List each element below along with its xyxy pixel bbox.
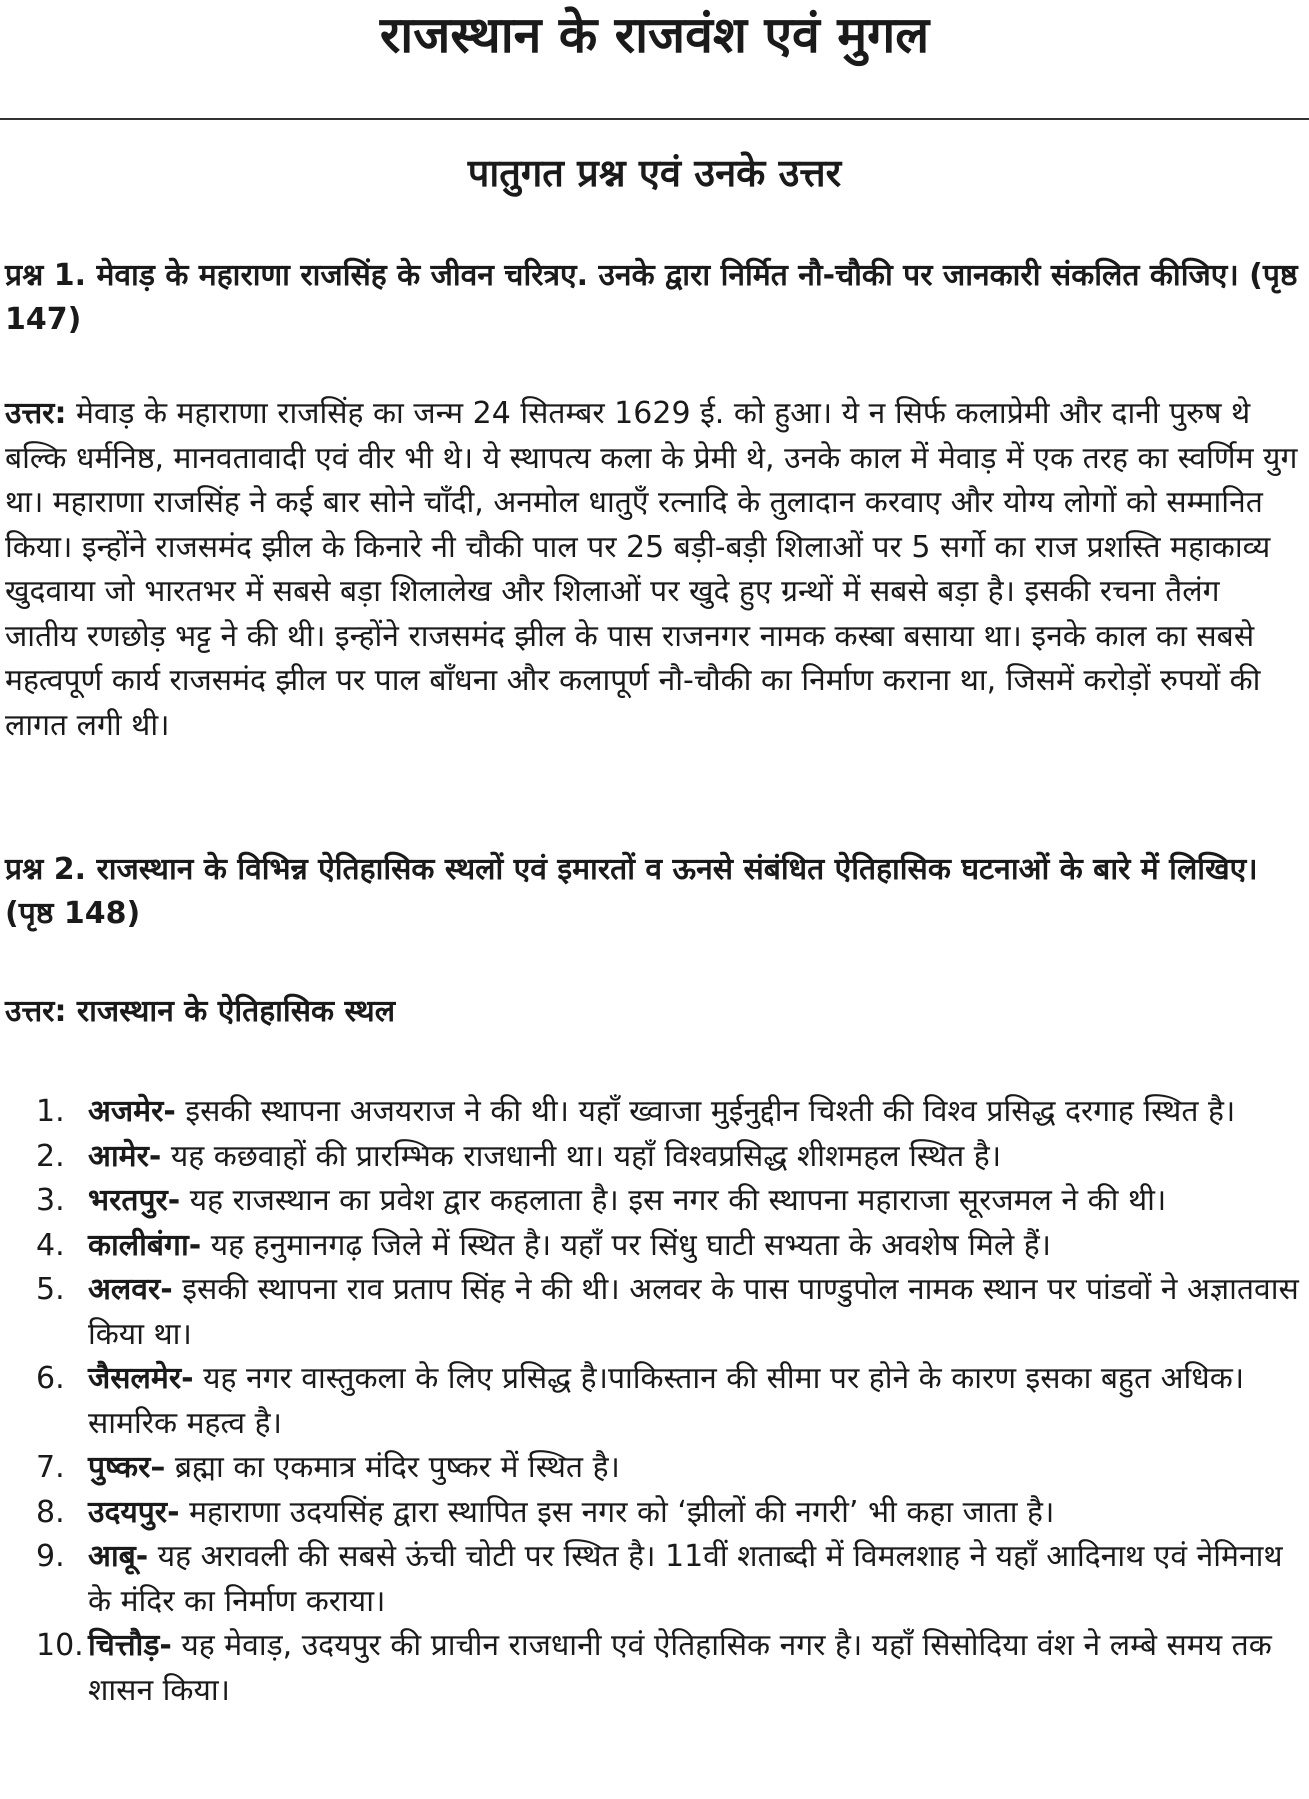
place-description: यह कछवाहों की प्रारम्भिक राजधानी था। यहाँ विश्वप्रसिद्ध शीशमहल स्थित है।: [161, 1138, 1002, 1174]
list-item-number: 8.: [36, 1494, 65, 1530]
list-item-number: 5.: [36, 1272, 65, 1307]
list-item: [36, 1535, 1304, 1624]
answer-1-text: मेवाड़ के महाराणा राजसिंह का जन्म 24 सितम्बर 1629 ई. को हुआ। ये न सिर्फ कलाप्रेमी और दानी पुरुष थे बल्कि धर्मनिष्ठ, मानवतावादी एवं वीर भी थे। ये स्थापत्य कला के प्रेमी थे, उनके काल में मेवाड़ में एक तरह का स्वर्णिम युग था। महाराणा राजसिंह ने कई बार सोने चाँदी, अनमोल धातुएँ रत्नादि के तुलादान करवाए और योग्य लोगों को सम्मानित किया। इन्होंने राजसमंद झील के किनारे नी चौकी पाल पर 25 बड़ी-बड़ी शिलाओं पर 5 सर्गो का राज प्रशस्ति महाकाव्य खुदवाया जो भारतभर में सबसे बड़ा शिलालेख और शिलाओं पर खुदे हुए ग्रन्थों में सबसे बड़ा है। इसकी रचना तैलंग जातीय रणछोड़ भट्ट ने की थी। इन्होंने राजसमंद झील के पास राजनगर नामक कस्बा बसाया था। इनके काल का सबसे महत्वपूर्ण कार्य राजसमंद झील पर पाल बाँधना और कलापूर्ण नौ-चौकी का निर्माण कराना था, जिसमें करोड़ों रुपयों की लागत लगी थी।: [5, 396, 1298, 743]
places-list: [36, 1090, 1304, 1713]
page-title: राजस्थान के राजवंश एवं मुगल: [379, 6, 930, 64]
place-description: यह नगर वास्तुकला के लिए प्रसिद्ध है।पाकिस्तान की सीमा पर होने के कारण इसका बहुत अधिक। सामरिक महत्व है।: [88, 1361, 1245, 1441]
place-description: ब्रह्मा का एकमात्र मंदिर पुष्कर में स्थित है।: [165, 1450, 620, 1485]
place-name: अजमेर-: [88, 1094, 176, 1129]
list-item-body: [88, 1535, 1304, 1624]
place-description: यह मेवाड़, उदयपुर की प्राचीन राजधानी एवं ऐतिहासिक नगर है। यहाँ सिसोदिया वंश ने लम्बे समय तक शासन किया।: [88, 1628, 1272, 1708]
list-item-body: [88, 1268, 1304, 1357]
place-name: कालीबंगा-: [88, 1227, 202, 1263]
place-name: भरतपुर-: [88, 1183, 181, 1218]
list-item-number: 3.: [36, 1183, 65, 1218]
question-2: प्रश्न 2. राजस्थान के विभिन्न ऐतिहासिक स्थलों एवं इमारतों व ऊनसे संबंधित ऐतिहासिक घटनाओं के बारे में लिखिए। (पृष्ठ 148): [5, 852, 1258, 931]
place-name: आबू-: [88, 1539, 149, 1574]
list-item-body: [88, 1357, 1304, 1446]
answer-1-label: उत्तर:: [5, 396, 67, 431]
list-item: [36, 1090, 1304, 1135]
answer-2-heading: उत्तर: राजस्थान के ऐतिहासिक स्थल: [5, 994, 396, 1029]
place-description: महाराणा उदयसिंह द्वारा स्थापित इस नगर को ‘झीलों की नगरी’ भी कहा जाता है।: [179, 1494, 1055, 1530]
list-item-number: 6.: [36, 1361, 65, 1396]
place-name: जैसलमेर-: [88, 1361, 194, 1396]
list-item-number: 7.: [36, 1450, 65, 1485]
list-item: [36, 1135, 1304, 1180]
place-description: यह राजस्थान का प्रवेश द्वार कहलाता है। इस नगर की स्थापना महाराजा सूरजमल ने की थी।: [180, 1183, 1167, 1218]
place-description: यह अरावली की सबसे ऊंची चोटी पर स्थित है। 11वीं शताब्दी में विमलशाह ने यहाँ आदिनाथ एवं नेमिनाथ के मंदिर का निर्माण कराया।: [88, 1539, 1283, 1619]
list-item: [36, 1446, 1304, 1491]
list-item-body: [88, 1624, 1304, 1713]
place-name: उदयपुर-: [88, 1494, 180, 1530]
list-item-body: [88, 1135, 1304, 1180]
list-item: [36, 1179, 1304, 1224]
place-name: पुष्कर–: [88, 1450, 166, 1485]
question-1: प्रश्न 1. मेवाड़ के महाराणा राजसिंह के जीवन चरित्रए. उनके द्वारा निर्मित नौ-चौकी पर जानकारी संकलित कीजिए। (पृष्ठ 147): [5, 258, 1298, 337]
list-item-number: 2.: [36, 1138, 65, 1174]
list-item-body: [88, 1090, 1304, 1135]
list-item-body: [88, 1491, 1304, 1536]
answer-1: [5, 392, 1301, 748]
list-item-body: [88, 1179, 1304, 1224]
place-description: इसकी स्थापना अजयराज ने की थी। यहाँ ख्वाजा मुईनुद्दीन चिश्ती की विश्व प्रसिद्ध दरगाह स्थित है।: [175, 1094, 1236, 1129]
list-item: [36, 1224, 1304, 1269]
section-subtitle: पातुगत प्रश्न एवं उनके उत्तर: [467, 151, 842, 195]
list-item-number: 10.: [36, 1628, 84, 1663]
place-name: अलवर-: [88, 1272, 173, 1307]
place-description: यह हनुमानगढ़ जिले में स्थित है। यहाँ पर सिंधु घाटी सभ्यता के अवशेष मिले हैं।: [201, 1227, 1052, 1263]
list-item: [36, 1357, 1304, 1446]
title-divider: [0, 118, 1309, 120]
list-item: [36, 1491, 1304, 1536]
list-item: [36, 1268, 1304, 1357]
place-name: चित्तौड़-: [88, 1628, 172, 1663]
list-item-body: [88, 1446, 1304, 1491]
list-item-number: 9.: [36, 1539, 65, 1574]
list-item: [36, 1624, 1304, 1713]
place-name: आमेर-: [88, 1138, 162, 1174]
list-item-number: 1.: [36, 1094, 65, 1129]
list-item-number: 4.: [36, 1227, 65, 1263]
list-item-body: [88, 1224, 1304, 1269]
place-description: इसकी स्थापना राव प्रताप सिंह ने की थी। अलवर के पास पाण्डुपोल नामक स्थान पर पांडवों ने अज्ञातवास किया था।: [88, 1272, 1299, 1352]
